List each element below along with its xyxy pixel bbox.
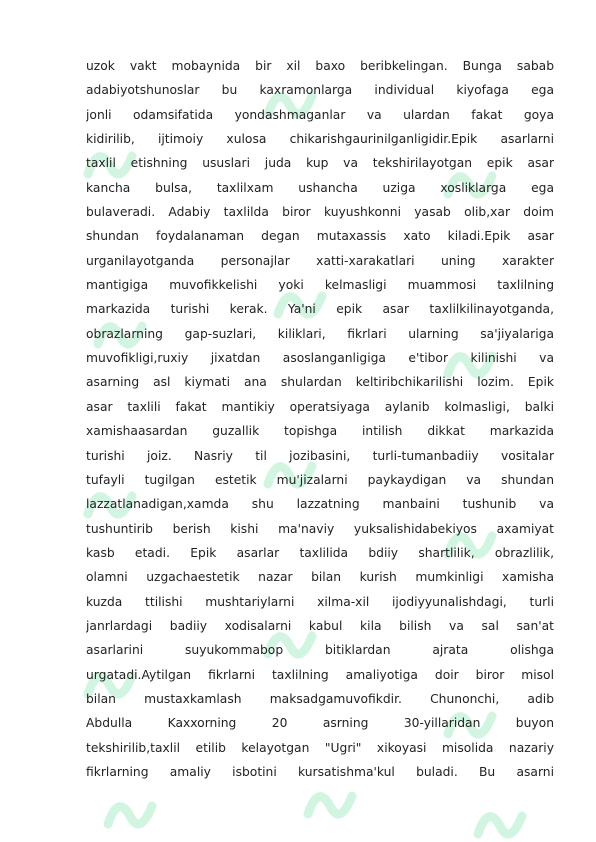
document-body	[86, 54, 554, 784]
text-line: turishi joiz. Nasriy til jozibasini, turli-tumanbadiiy vositalar	[86, 448, 554, 463]
text-line: kidirilib, ijtimoiy xulosa chikarishgaurinilganligidir.Epik asarlarni	[86, 132, 554, 147]
text-line: obrazlarning gap-suzlari, kiliklari, fikrlari ularning sa'jiyalariga	[86, 326, 554, 341]
text-line: tushuntirib berish kishi ma'naviy yuksalishidabekiyos axamiyat	[86, 521, 554, 536]
text-line: tufayli tugilgan estetik mu'jizalarni paykaydigan va shundan	[86, 472, 554, 487]
text-line: bulaveradi. Adabiy taxlilda biror kuyushkonni yasab olib,xar doim	[86, 205, 554, 220]
text-line: markazida turishi kerak. Ya'ni epik asar taxlilkilinayotganda,	[86, 302, 554, 317]
text-line: kasb etadi. Epik asarlar taxlilida bdiiy shartlilik, obrazlilik,	[86, 545, 554, 560]
text-line: fikrlarning amaliy isbotini kursatishma'kul buladi. Bu asarni	[86, 764, 554, 779]
text-line: jonli odamsifatida yondashmaganlar va ulardan fakat goya	[86, 107, 554, 122]
text-line: janrlardagi badiiy xodisalarni kabul kila bilish va sal san'at	[86, 618, 554, 633]
watermark-stroke	[478, 816, 522, 834]
text-line: taxlil etishning ususlari juda kup va tekshirilayotgan epik asar	[86, 156, 554, 171]
text-line: shundan foydalanaman degan mutaxassis xato kiladi.Epik asar	[86, 229, 554, 244]
watermark-stroke	[308, 796, 352, 814]
watermark-stroke	[108, 806, 152, 824]
text-line: Abdulla Kaxxorning 20 asrning 30-yillaridan buyon	[86, 716, 554, 731]
text-line: mantigiga muvofikkelishi yoki kelmasligi muammosi taxlilning	[86, 278, 554, 293]
text-line: bilan mustaxkamlash maksadgamuvofikdir. Chunonchi, adib	[86, 691, 554, 706]
text-line: urgatadi.Aytilgan fikrlarni taxlilning amaliyotiga doir biror misol	[86, 667, 554, 682]
text-line: tekshirilib,taxlil etilib kelayotgan "Ugri" xikoyasi misolida nazariy	[86, 740, 554, 755]
text-line: kancha bulsa, taxlilxam ushancha uziga xosliklarga ega	[86, 180, 554, 195]
text-line: uzok vakt mobaynida bir xil baxo beribkelingan. Bunga sabab	[86, 59, 554, 73]
text-line: adabiyotshunoslar bu kaxramonlarga individual kiyofaga ega	[86, 83, 554, 98]
text-line: xamishaasardan guzallik topishga intilish dikkat markazida	[86, 424, 554, 439]
text-line: lazzatlanadigan,xamda shu lazzatning manbaini tushunib va	[86, 497, 554, 512]
text-line: asarning asl kiymati ana shulardan keltiribchikarilishi lozim. Epik	[86, 375, 554, 390]
text-line: muvofikligi,ruxiy jixatdan asoslanganligiga e'tibor kilinishi va	[86, 351, 554, 366]
text-line: urganilayotganda personajlar xatti-xarakatlari uning xarakter	[86, 253, 554, 268]
text-line: asar taxlili fakat mantikiy operatsiyaga aylanib kolmasligi, balki	[86, 399, 554, 414]
text-line: olamni uzgachaestetik nazar bilan kurish mumkinligi xamisha	[86, 570, 554, 585]
text-line: kuzda ttilishi mushtariylarni xilma-xil ijodiyyunalishdagi, turli	[86, 594, 554, 609]
text-line: asarlarini suyukommabop bitiklardan ajrata olishga	[86, 643, 554, 658]
